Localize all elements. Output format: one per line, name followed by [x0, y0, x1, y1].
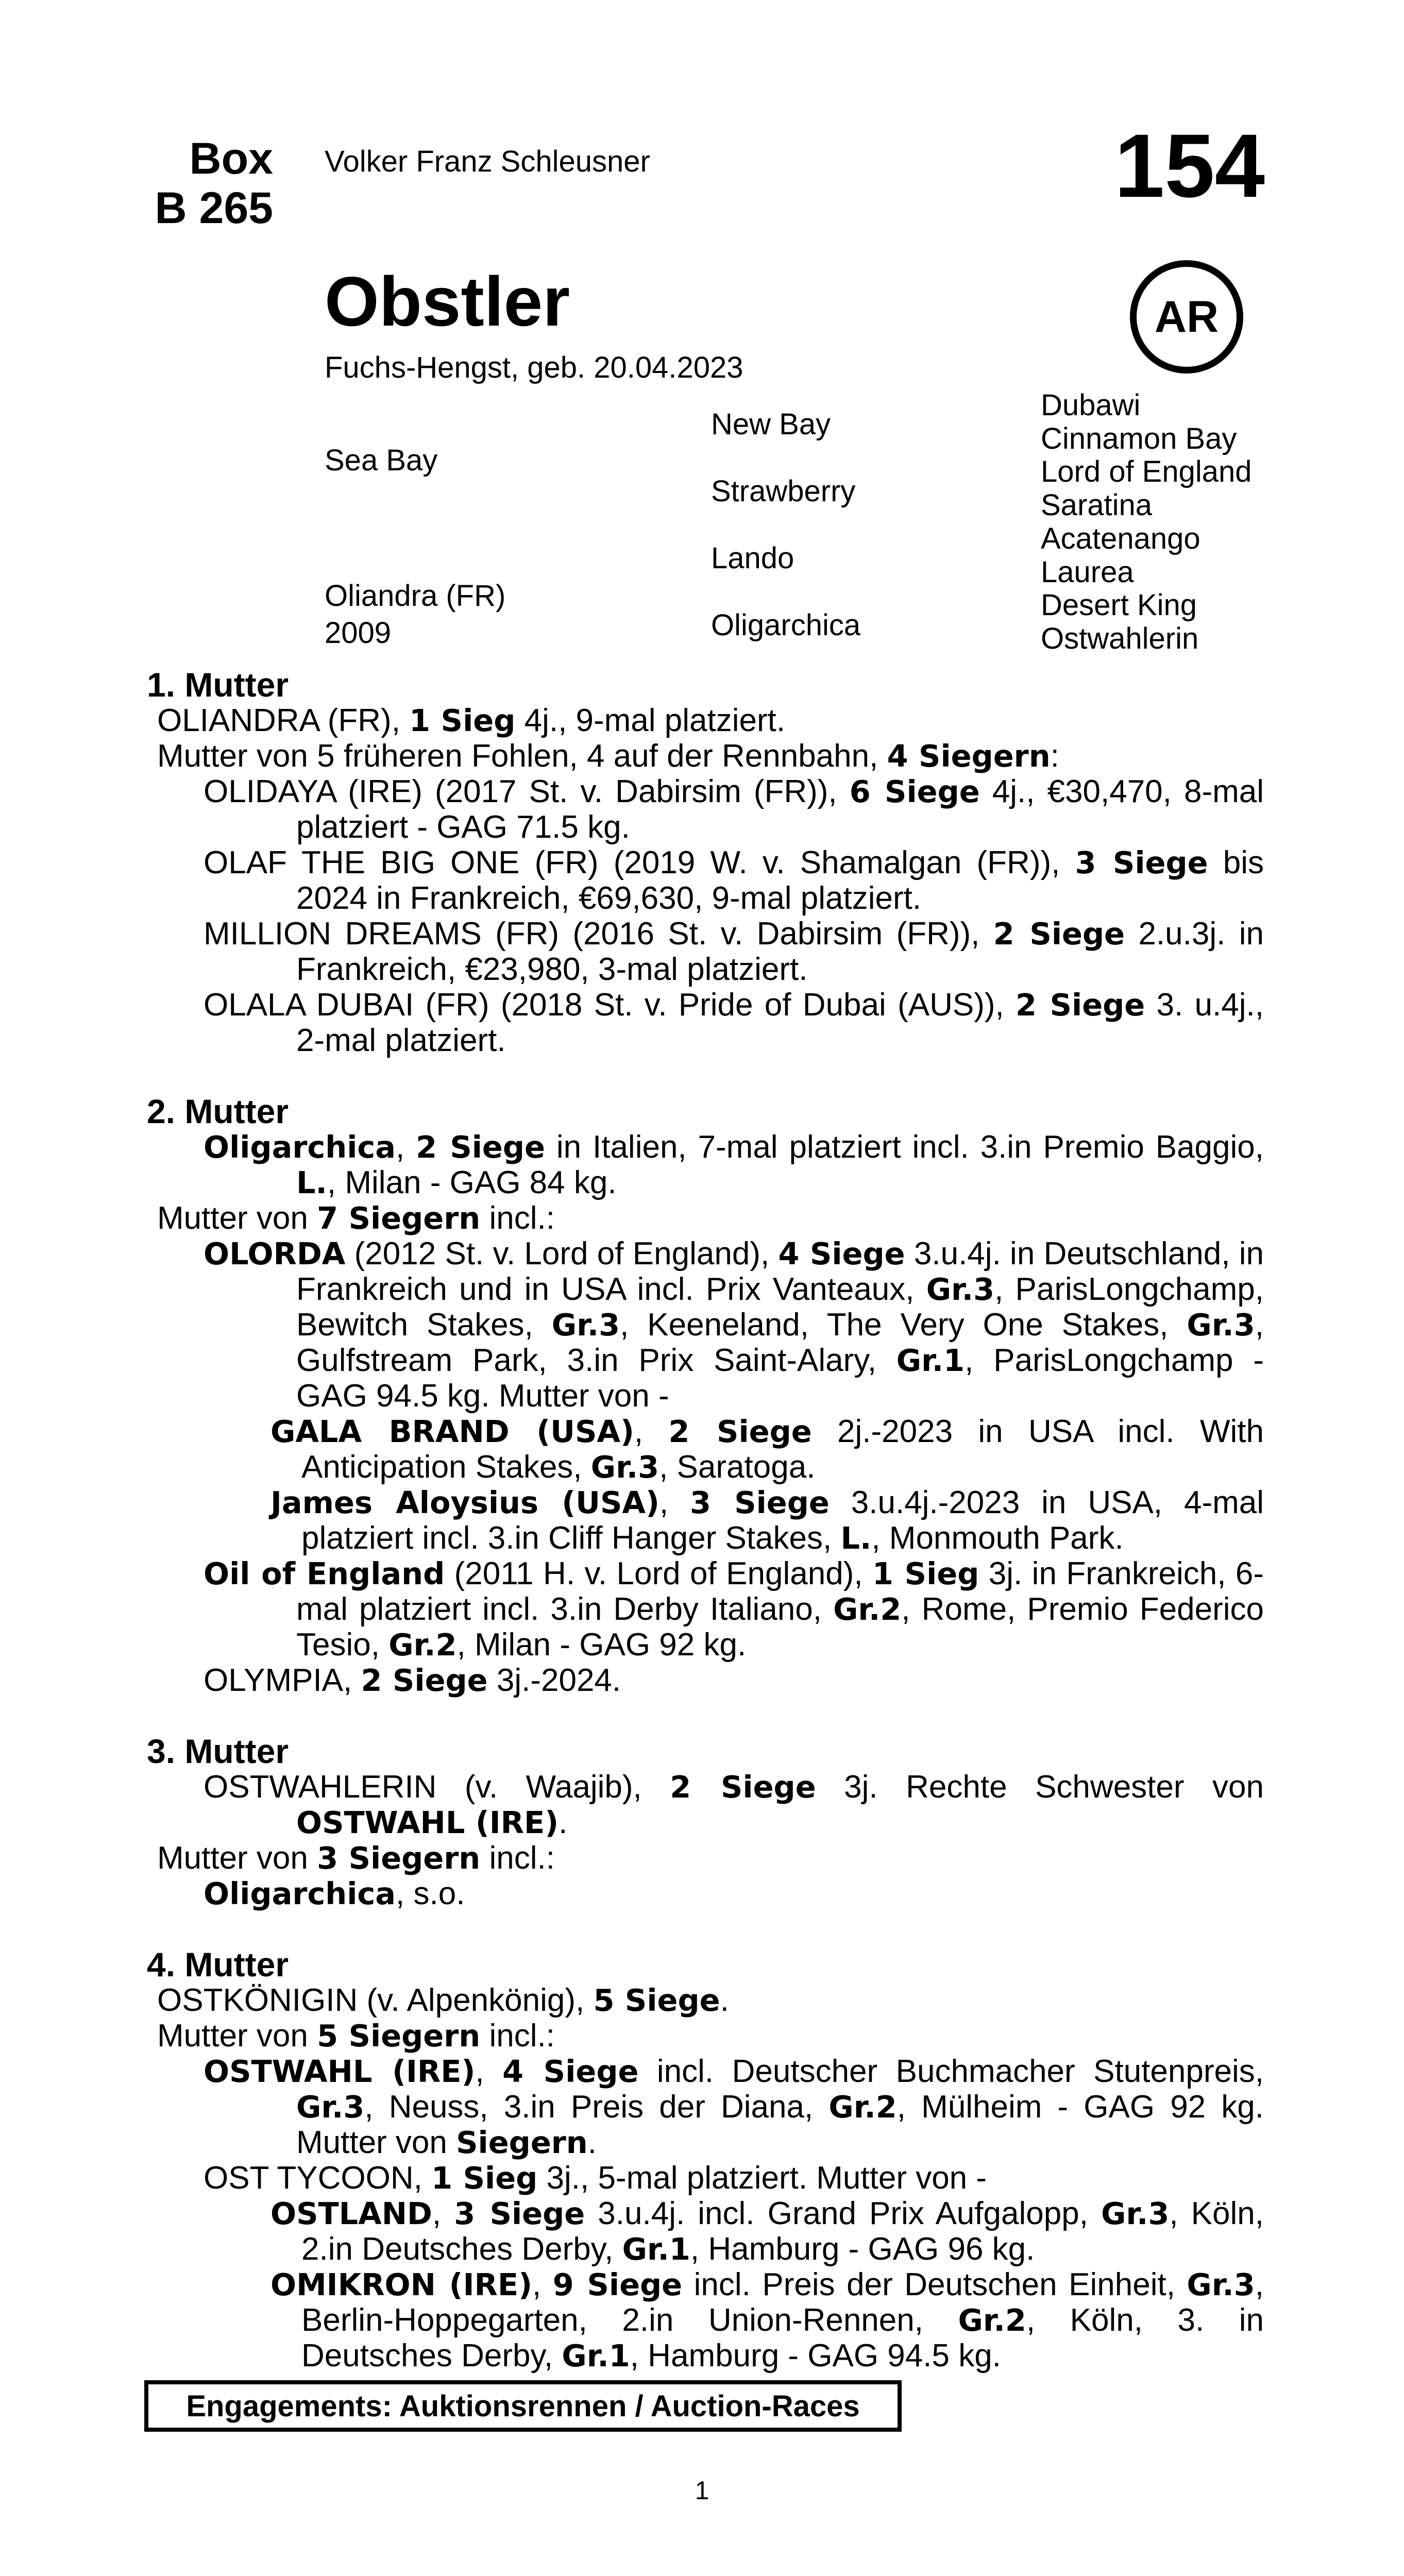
pedigree-paragraph: [147, 1769, 1264, 1840]
bold-text: Gr.3: [926, 1272, 995, 1307]
bold-text: Gr.1: [562, 2338, 630, 2374]
text: 2.u.3j. in Frankreich, €23,980, 3-mal platziert.: [296, 916, 1264, 987]
text: ,: [659, 1485, 690, 1520]
bold-text: OSTLAND: [270, 2196, 432, 2231]
bold-text: Gr.3: [1101, 2196, 1170, 2231]
pedigree-paragraph: [147, 916, 1264, 987]
text: incl. Preis der Deutschen Einheit,: [682, 2267, 1187, 2302]
section-heading: 4. Mutter: [147, 1945, 289, 1984]
bold-text: Gr.2: [958, 2302, 1026, 2338]
pedigree-paragraph: [147, 1876, 1264, 1911]
text: incl.:: [480, 2018, 555, 2054]
bold-text: 3 Siege: [690, 1485, 830, 1520]
pedigree-gen3-entry: Desert King: [1041, 588, 1197, 622]
pedigree-gen3-entry: Dubawi: [1041, 388, 1141, 422]
text: ,: [432, 2196, 454, 2231]
bold-text: OSTWAHL (IRE): [204, 2054, 476, 2089]
text: Mutter von: [157, 2018, 317, 2054]
text: OLYMPIA,: [204, 1663, 361, 1698]
text: incl. Deutscher Buchmacher Stutenpreis,: [638, 2054, 1264, 2089]
text: :: [1050, 738, 1059, 774]
text: 3j., 5-mal platziert. Mutter von -: [537, 2160, 987, 2196]
bold-text: 6 Siege: [849, 774, 980, 809]
text: .: [587, 2125, 597, 2160]
text: in Italien, 7-mal platziert incl. 3.in Premio Baggio,: [545, 1129, 1264, 1165]
bold-text: Oligarchica: [204, 1876, 396, 1911]
pedigree-sire: Sea Bay: [325, 444, 438, 477]
text: , Milan - GAG 92 kg.: [456, 1627, 747, 1663]
text: OLIDAYA (IRE) (2017 St. v. Dabirsim (FR)),: [204, 774, 850, 809]
bold-text: 4 Siege: [778, 1236, 905, 1272]
bold-text: OSTWAHL (IRE): [296, 1805, 559, 1840]
bold-text: 4 Siege: [502, 2054, 639, 2089]
text: ,: [475, 2054, 503, 2089]
text: , Neuss, 3.in Preis der Diana,: [364, 2089, 829, 2125]
pedigree-gen3-entry: Ostwahlerin: [1041, 621, 1199, 655]
section-heading: 1. Mutter: [147, 666, 289, 704]
pedigree-dam-dam: Oligarchica: [711, 608, 861, 642]
engagements-label: Engagements: Auktionsrennen / Auction-Races: [186, 2389, 860, 2423]
bold-text: 5 Siege: [593, 1982, 720, 2018]
text: Mutter von: [157, 1840, 317, 1876]
bold-text: 2 Siege: [416, 1129, 545, 1165]
pedigree-paragraph: [147, 1840, 1264, 1876]
text: 3.u.4j. in Deutschland, in Frankreich und in USA incl. Prix Vanteaux,: [296, 1236, 1264, 1307]
pedigree-dam-year: 2009: [325, 616, 392, 650]
bold-text: 2 Siege: [1016, 987, 1145, 1023]
pedigree-gen3-entry: Saratina: [1041, 488, 1153, 522]
pedigree-gen3-entry: Acatenango: [1041, 521, 1200, 555]
text: , Berlin-Hoppegarten, 2.in Union-Rennen,: [301, 2267, 1264, 2338]
text: , ParisLongchamp - GAG 94.5 kg. Mutter von -: [296, 1343, 1264, 1414]
bold-text: 2 Siege: [361, 1663, 488, 1698]
pedigree-paragraph: [147, 738, 1264, 774]
pedigree-gen3-entry: Laurea: [1041, 555, 1134, 589]
text: incl.:: [480, 1200, 555, 1236]
bold-text: 4 Siegern: [887, 738, 1051, 774]
text: , Hamburg - GAG 94.5 kg.: [630, 2338, 1001, 2374]
text: , Mülheim - GAG 92 kg. Mutter von: [296, 2089, 1264, 2160]
bold-text: 1 Sieg: [872, 1556, 979, 1591]
bold-text: 5 Siegern: [317, 2018, 481, 2054]
text: incl.:: [480, 1840, 555, 1876]
bold-text: Gr.3: [1187, 1307, 1255, 1343]
pedigree-gen3-entry: Cinnamon Bay: [1041, 421, 1237, 455]
text: OST TYCOON,: [204, 2160, 432, 2196]
pedigree-paragraph: [147, 1200, 1264, 1236]
text: OSTWAHLERIN (v. Waajib),: [204, 1769, 670, 1805]
bold-text: Gr.2: [388, 1627, 457, 1663]
horse-name: Obstler: [325, 262, 570, 341]
bold-text: 3 Siegern: [317, 1840, 481, 1876]
text: MILLION DREAMS (FR) (2016 St. v. Dabirsim (FR)),: [204, 916, 993, 952]
pedigree-sire-sire: New Bay: [711, 408, 831, 441]
text: bis 2024 in Frankreich, €69,630, 9-mal platziert.: [296, 845, 1264, 916]
text: 3j.-2024.: [487, 1663, 621, 1698]
horse-description: Fuchs-Hengst, geb. 20.04.2023: [325, 351, 743, 384]
text: 3j. in Frankreich, 6-mal platziert incl. 3.in Derby Italiano,: [296, 1556, 1264, 1627]
bold-text: OLORDA: [204, 1236, 346, 1272]
pedigree-sire-dam: Strawberry: [711, 474, 856, 508]
bold-text: L.: [296, 1165, 327, 1200]
bold-text: Gr.3: [590, 1449, 659, 1485]
text: 3j. Rechte Schwester von: [816, 1769, 1264, 1805]
bold-text: Oligarchica: [204, 1129, 396, 1165]
text: .: [720, 1982, 729, 2018]
pedigree-paragraph: [147, 1982, 1264, 2018]
bold-text: Siegern: [456, 2125, 588, 2160]
pedigree-third-generation: [1041, 389, 1252, 656]
pedigree-paragraph: [147, 2267, 1264, 2374]
text: OSTKÖNIGIN (v. Alpenkönig),: [157, 1982, 594, 2018]
text: 4j., €30,470, 8-mal platziert - GAG 71.5 kg.: [296, 774, 1264, 845]
pedigree-paragraph: [147, 987, 1264, 1058]
section-mutter-3: [147, 1734, 1264, 1911]
text: 3. u.4j., 2-mal platziert.: [296, 987, 1264, 1058]
text: OLAF THE BIG ONE (FR) (2019 W. v. Shamalgan (FR)),: [204, 845, 1075, 880]
pedigree-paragraph: [147, 1414, 1264, 1485]
pedigree-paragraph: [147, 1556, 1264, 1663]
section-mutter-1: [147, 667, 1264, 1058]
bold-text: Gr.3: [551, 1307, 620, 1343]
text: ,: [396, 1129, 416, 1165]
breeder-name: Volker Franz Schleusner: [325, 145, 650, 178]
pedigree-dam-sire: Lando: [711, 541, 794, 575]
bold-text: 2 Siege: [668, 1414, 812, 1449]
text: , Keeneland, The Very One Stakes,: [620, 1307, 1187, 1343]
bold-text: Gr.1: [896, 1343, 965, 1378]
text: , Saratoga.: [659, 1449, 816, 1485]
pedigree-paragraph: [147, 774, 1264, 845]
pedigree-gen3-entry: Lord of England: [1041, 455, 1252, 489]
bold-text: 1 Sieg: [409, 703, 516, 738]
text: , Monmouth Park.: [871, 1520, 1124, 1556]
bold-text: 2 Siege: [993, 916, 1125, 952]
text: , Gulfstream Park, 3.in Prix Saint-Alary,: [296, 1307, 1264, 1378]
pedigree-paragraph: [147, 1663, 1264, 1698]
text: Mutter von 5 früheren Fohlen, 4 auf der Rennbahn,: [157, 738, 887, 774]
bold-text: 2 Siege: [670, 1769, 816, 1805]
pedigree-paragraph: [147, 1129, 1264, 1200]
bold-text: James Aloysius (USA): [270, 1485, 659, 1520]
bold-text: Gr.2: [833, 1591, 902, 1627]
bold-text: 3 Siege: [1075, 845, 1208, 880]
text: , Milan - GAG 84 kg.: [327, 1165, 617, 1200]
pedigree-paragraph: [147, 845, 1264, 916]
box-label-line1: Box: [189, 134, 273, 183]
bold-text: 7 Siegern: [317, 1200, 481, 1236]
text: .: [559, 1805, 568, 1840]
box-label-line2: B 265: [155, 183, 273, 233]
section-mutter-4: [147, 1947, 1264, 2374]
pedigree-paragraph: [147, 2160, 1264, 2196]
dam-line-sections: [147, 667, 1264, 2409]
text: 4j., 9-mal platziert.: [515, 703, 786, 738]
bold-text: Oil of England: [204, 1556, 445, 1591]
bold-text: 1 Sieg: [431, 2160, 538, 2196]
pedigree-dam: Oliandra (FR): [325, 579, 506, 613]
box-label: [144, 134, 273, 233]
ar-badge-label: AR: [1154, 292, 1219, 342]
text: (2012 St. v. Lord of England),: [345, 1236, 779, 1272]
bold-text: 3 Siege: [454, 2196, 585, 2231]
bold-text: Gr.3: [296, 2089, 365, 2125]
text: (2011 H. v. Lord of England),: [445, 1556, 872, 1591]
text: , Köln, 2.in Deutsches Derby,: [301, 2196, 1264, 2267]
text: , Rome, Premio Federico Tesio,: [296, 1591, 1264, 1663]
pedigree-paragraph: [147, 703, 1264, 738]
text: 2j.-2023 in USA incl. With Anticipation Stakes,: [301, 1414, 1264, 1485]
text: , ParisLongchamp, Bewitch Stakes,: [296, 1272, 1264, 1343]
ar-badge-icon: [1130, 260, 1243, 374]
text: , Köln, 3. in Deutsches Derby,: [301, 2302, 1264, 2374]
text: 3.u.4j.-2023 in USA, 4-mal platziert incl. 3.in Cliff Hanger Stakes,: [301, 1485, 1264, 1556]
section-heading: 3. Mutter: [147, 1732, 289, 1770]
page-number: 1: [695, 2476, 709, 2505]
bold-text: GALA BRAND (USA): [270, 1414, 634, 1449]
bold-text: 9 Siege: [552, 2267, 683, 2302]
text: OLALA DUBAI (FR) (2018 St. v. Pride of Dubai (AUS)),: [204, 987, 1016, 1023]
section-heading: 2. Mutter: [147, 1092, 289, 1130]
pedigree-paragraph: [147, 2054, 1264, 2160]
engagements-box: [144, 2380, 902, 2432]
bold-text: OMIKRON (IRE): [270, 2267, 532, 2302]
text: Mutter von: [157, 1200, 317, 1236]
text: OLIANDRA (FR),: [157, 703, 410, 738]
pedigree-paragraph: [147, 2018, 1264, 2054]
bold-text: Gr.2: [828, 2089, 897, 2125]
text: ,: [634, 1414, 669, 1449]
bold-text: Gr.1: [622, 2231, 690, 2267]
pedigree-paragraph: [147, 2196, 1264, 2267]
lot-number: 154: [1114, 116, 1265, 216]
pedigree-paragraph: [147, 1485, 1264, 1556]
text: , Hamburg - GAG 96 kg.: [690, 2231, 1035, 2267]
section-mutter-2: [147, 1094, 1264, 1698]
pedigree-paragraph: [147, 1236, 1264, 1414]
bold-text: Gr.3: [1187, 2267, 1255, 2302]
text: 3.u.4j. incl. Grand Prix Aufgalopp,: [585, 2196, 1102, 2231]
bold-text: L.: [840, 1520, 872, 1556]
text: ,: [532, 2267, 553, 2302]
text: , s.o.: [396, 1876, 465, 1911]
